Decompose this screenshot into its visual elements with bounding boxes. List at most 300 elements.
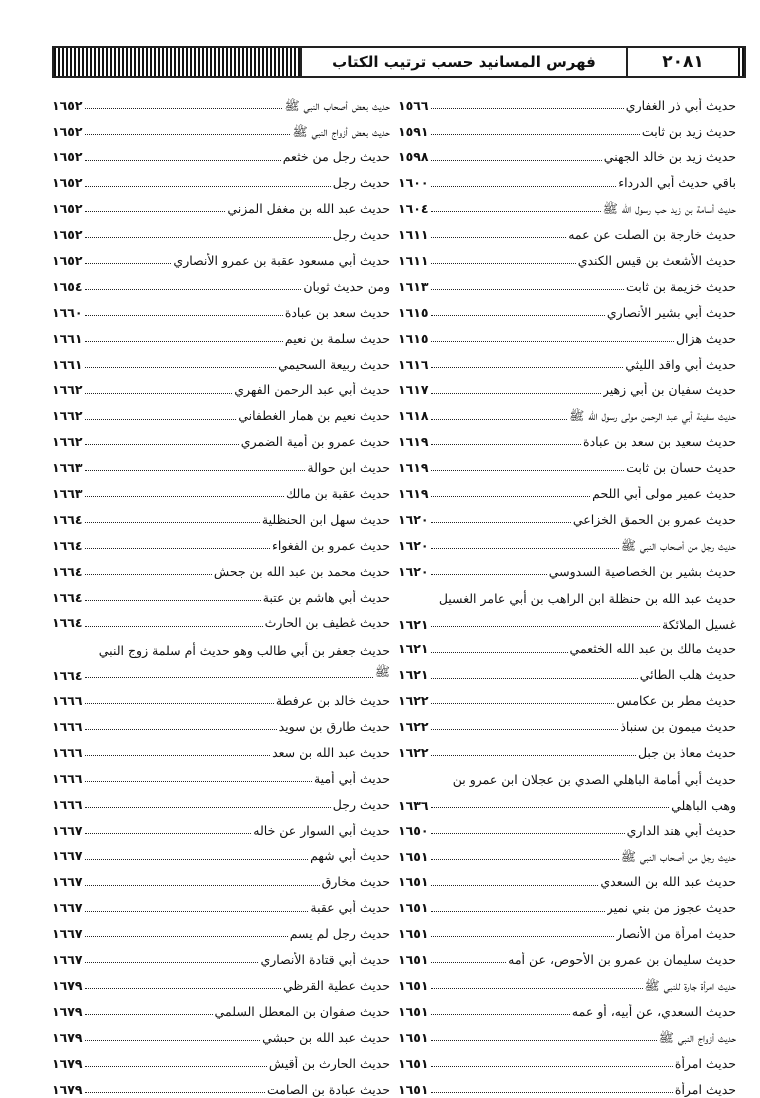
- entry-page-number: ١٦٦٧: [52, 874, 83, 890]
- entry-page-number: ١٦١٩: [398, 434, 429, 450]
- leader-dots: [85, 237, 331, 238]
- entry-page-number: ١٦٦٢: [52, 434, 83, 450]
- entry-title: حديث عمرو بن الحمق الخزاعي: [572, 511, 736, 527]
- entry-page-number: ١٦١٩: [398, 486, 429, 501]
- entry-title: حديث أبي شهم: [310, 848, 390, 864]
- entry-page-number: ١٦٢١: [398, 641, 429, 657]
- index-entry: [52, 88, 390, 114]
- entry-page-number: ١٦٦٧: [52, 822, 83, 838]
- entry-page-number: ١٦٧٩: [52, 1003, 83, 1019]
- leader-dots: [85, 1066, 267, 1067]
- entry-title: حديث امرأة: [674, 1081, 736, 1097]
- index-entry: [398, 269, 736, 295]
- entry-page-number: ١٦٦٤: [52, 589, 83, 605]
- entry-title: حديث أسامة بن زيد حب رسول الله ﷺ: [602, 201, 736, 217]
- index-entry: [398, 632, 736, 658]
- entry-title: حديث أبي مسعود عقبة بن عمرو الأنصاري: [173, 252, 390, 268]
- leader-dots: [85, 341, 283, 342]
- index-entry: [52, 684, 390, 710]
- leader-dots: [431, 522, 571, 523]
- leader-dots: [85, 703, 274, 704]
- leader-dots: [431, 393, 601, 394]
- entry-page-number: ١٦١٥: [398, 330, 429, 346]
- entry-page-number: ١٦٦٢: [52, 408, 83, 424]
- entry-page-number: ١٦٥١: [398, 900, 429, 916]
- index-entry: [52, 399, 390, 425]
- leader-dots: [431, 134, 640, 135]
- entry-title: حديث خالد بن عرفطة: [275, 693, 390, 709]
- leader-dots: [431, 1014, 570, 1015]
- entry-title: حديث عمرو بن أمية الضمري: [240, 434, 390, 450]
- index-entry: [52, 1072, 390, 1098]
- index-entry: [398, 1046, 736, 1072]
- index-entry: [52, 787, 390, 813]
- entry-title: حديث امرأة جارة للنبي ﷺ: [644, 977, 736, 993]
- leader-dots: [85, 833, 252, 834]
- entry-title: حديث رجل: [332, 796, 390, 812]
- entry-page-number: ١٦٦٧: [52, 952, 83, 968]
- index-entry: [398, 968, 736, 994]
- leader-dots: [85, 263, 172, 264]
- leader-dots: [431, 807, 670, 808]
- leader-dots: [85, 444, 239, 445]
- index-entry: [52, 140, 390, 166]
- leader-dots: [431, 988, 643, 989]
- entry-page-number: ١٥٩١: [398, 123, 429, 139]
- leader-dots: [85, 186, 331, 187]
- index-entry: [398, 891, 736, 917]
- leader-dots: [85, 496, 284, 497]
- index-entry: [398, 994, 736, 1020]
- entry-page-number: ١٦٥١: [398, 1003, 429, 1019]
- index-entry: [52, 942, 390, 968]
- entry-page-number: ١٦٠٤: [398, 201, 429, 217]
- entry-title: حديث أبي بشير الأنصاري: [606, 304, 736, 320]
- index-column-right: [398, 88, 736, 1098]
- entry-page-number: ١٦٥٠: [398, 822, 429, 838]
- entry-page-number: ١٦٦٧: [52, 848, 83, 864]
- leader-dots: [85, 1092, 265, 1093]
- entry-title: حديث نعيم بن همار الغطفاني: [238, 408, 390, 424]
- leader-dots: [431, 729, 619, 730]
- leader-dots: [85, 1040, 261, 1041]
- index-entry: [398, 839, 736, 865]
- entry-page-number: ١٦٢١: [398, 616, 429, 632]
- header-ornament-right: [738, 48, 744, 76]
- leader-dots: [85, 470, 306, 471]
- entry-page-number: ١٦٥١: [398, 977, 429, 993]
- entry-page-number: ١٦٦٦: [52, 796, 83, 812]
- index-entry: [398, 295, 736, 321]
- index-entry: [398, 321, 736, 347]
- entry-page-number: ١٦٥١: [398, 926, 429, 942]
- leader-dots: [431, 470, 625, 471]
- index-entry: [398, 399, 736, 425]
- page-header: [52, 46, 746, 78]
- leader-dots: [85, 1014, 213, 1015]
- index-entry: [398, 709, 736, 735]
- index-entry: [398, 735, 736, 761]
- entry-page-number: ١٦٥٢: [52, 97, 83, 113]
- leader-dots: [431, 1040, 657, 1041]
- entry-page-number: ١٦٦٣: [52, 460, 83, 476]
- entry-page-number: ١٦٦٤: [52, 537, 83, 553]
- index-entry: [52, 425, 390, 451]
- entry-title: حديث أبي عبد الرحمن الفهري: [234, 382, 390, 398]
- entry-page-number: ١٦٢٠: [398, 537, 429, 553]
- entry-page-number: ١٦٥١: [398, 848, 429, 864]
- entry-title: حديث أبي السوار عن خاله: [253, 822, 390, 838]
- entry-page-number: ١٦٥٢: [52, 175, 83, 191]
- leader-dots: [85, 160, 281, 161]
- entry-page-number: ١٦٦٦: [52, 719, 83, 735]
- entry-title: حديث رجل من أصحاب النبي ﷺ: [620, 848, 736, 864]
- leader-dots: [85, 108, 283, 109]
- entry-title: حديث طارق بن سويد: [278, 719, 390, 735]
- leader-dots: [85, 677, 373, 678]
- leader-dots: [431, 315, 605, 316]
- index-entry: [52, 528, 390, 554]
- entry-page-number: ١٦٥٢: [52, 252, 83, 268]
- entry-page-number: ١٦١٨: [398, 408, 429, 424]
- leader-dots: [431, 833, 625, 834]
- index-entry: [52, 321, 390, 347]
- index-entry: [398, 580, 736, 632]
- entry-title: حديث بعض أزواج النبي ﷺ: [292, 123, 390, 139]
- leader-dots: [431, 574, 547, 575]
- entry-page-number: ١٦٦٤: [52, 615, 83, 631]
- entry-page-number: ١٦٦٦: [52, 744, 83, 760]
- entry-page-number: ١٦٦٢: [52, 382, 83, 398]
- leader-dots: [431, 1066, 673, 1067]
- leader-dots: [85, 626, 263, 627]
- leader-dots: [85, 962, 259, 963]
- leader-dots: [431, 936, 614, 937]
- entry-title: باقي حديث أبي الدرداء: [618, 175, 736, 191]
- entry-title: حديث ربيعة السحيمي: [278, 356, 390, 372]
- entry-page-number: ١٦٢٢: [398, 693, 429, 709]
- entry-title-continued: ﷺ: [374, 664, 390, 680]
- index-entry: [52, 580, 390, 606]
- entry-title: حديث عمرو بن الفغواء: [271, 537, 390, 553]
- index-entry: [398, 192, 736, 218]
- index-entry: [398, 554, 736, 580]
- leader-dots: [85, 367, 277, 368]
- entry-title: حديث سليمان بن عمرو بن الأحوص، عن أمه: [508, 952, 736, 968]
- entry-title: حديث رجل لم يسم: [289, 926, 390, 942]
- entry-page-number: ١٦٥١: [398, 1055, 429, 1071]
- entry-title: حديث جعفر بن أبي طالب وهو حديث أم سلمة زوج النبي: [98, 642, 390, 658]
- leader-dots: [85, 807, 331, 808]
- entry-page-number: ١٥٩٨: [398, 149, 429, 165]
- index-entry: [52, 1046, 390, 1072]
- leader-dots: [85, 315, 283, 316]
- index-entry: [398, 917, 736, 943]
- entry-title: حديث الحارث بن أقيش: [268, 1055, 390, 1071]
- entry-page-number: ١٦٦٦: [52, 693, 83, 709]
- entry-title: حديث سفينة أبي عبد الرحمن مولى رسول الله ﷺ: [569, 408, 736, 424]
- entry-title: حديث ابن حوالة: [307, 460, 390, 476]
- leader-dots: [431, 678, 638, 679]
- index-entry: [52, 735, 390, 761]
- index-entry: [398, 528, 736, 554]
- leader-dots: [431, 444, 582, 445]
- entry-page-number: ١٦٢١: [398, 667, 429, 683]
- entry-page-number: ١٦٦١: [52, 330, 83, 346]
- index-entry: [398, 1020, 736, 1046]
- leader-dots: [431, 859, 619, 860]
- entry-title: حديث أبي أمية: [313, 770, 390, 786]
- index-entry: [52, 166, 390, 192]
- entry-page-number: ١٦٥٢: [52, 201, 83, 217]
- leader-dots: [431, 419, 568, 420]
- leader-dots: [431, 289, 624, 290]
- entry-title: حديث رجل: [332, 227, 390, 243]
- leader-dots: [431, 263, 576, 264]
- index-entry: [398, 476, 736, 502]
- entry-page-number: ١٦٥٢: [52, 123, 83, 139]
- index-entry: [52, 709, 390, 735]
- leader-dots: [85, 419, 237, 420]
- index-entry: [52, 347, 390, 373]
- entry-page-number: ١٦٢٠: [398, 511, 429, 527]
- entry-title: حديث أبي أمامة الباهلي الصدي بن عجلان ابن عمرو بن: [452, 772, 736, 788]
- entry-title: حديث بشير بن الخصاصية السدوسي: [548, 563, 736, 579]
- index-entry: [52, 450, 390, 476]
- leader-dots: [431, 341, 674, 342]
- entry-page-number: ١٦٧٩: [52, 977, 83, 993]
- entry-title: حديث الأشعث بن قيس الكندي: [577, 252, 736, 268]
- leader-dots: [85, 755, 271, 756]
- entry-title: حديث أزواج النبي ﷺ: [658, 1029, 736, 1045]
- entry-page-number: ١٦١١: [398, 252, 429, 268]
- entry-title: حديث سهل ابن الحنظلية: [261, 511, 390, 527]
- leader-dots: [85, 522, 260, 523]
- leader-dots: [431, 703, 615, 704]
- entry-page-number: ١٦٢٠: [398, 563, 429, 579]
- entry-page-number: ١٦٦٤: [52, 668, 83, 684]
- header-left-ornament: [54, 48, 102, 76]
- entry-page-number: ١٦١٥: [398, 304, 429, 320]
- entry-title: حديث سفيان بن أبي زهير: [602, 382, 736, 398]
- index-entry: [52, 502, 390, 528]
- entry-page-number: ١٦٥٢: [52, 149, 83, 165]
- entry-title: حديث السعدي، عن أبيه، أو عمه: [571, 1003, 736, 1019]
- entry-title: حديث عبد الله بن سعد: [272, 744, 390, 760]
- index-entry: [398, 166, 736, 192]
- entry-title: حديث صفوان بن المعطل السلمي: [214, 1003, 390, 1019]
- index-entry: [52, 1020, 390, 1046]
- leader-dots: [431, 237, 567, 238]
- entry-page-number: ١٦٠٠: [398, 175, 429, 191]
- entry-title: حديث مطر بن عكامس: [616, 693, 736, 709]
- index-entry: [52, 269, 390, 295]
- index-entry: [398, 942, 736, 968]
- index-entry: [398, 140, 736, 166]
- entry-page-number: ١٦٣٦: [398, 797, 429, 813]
- entry-page-number: ١٦١٧: [398, 382, 429, 398]
- index-entry: [398, 450, 736, 476]
- entry-title: حديث سعد بن عبادة: [284, 304, 390, 320]
- entry-title: حديث عجوز من بني نمير: [606, 900, 736, 916]
- entry-title: حديث سلمة بن نعيم: [284, 330, 390, 346]
- entry-title: حديث أبي هند الداري: [626, 822, 736, 838]
- entry-page-number: ١٦٦٠: [52, 304, 83, 320]
- entry-page-number: ١٦٥١: [398, 1081, 429, 1097]
- entry-title: حديث مالك بن عبد الله الخثعمي: [569, 641, 736, 657]
- entry-title: حديث عبد الله بن السعدي: [600, 874, 736, 890]
- entry-title-continued: غسيل الملائكة: [662, 616, 736, 632]
- entry-title: حديث امرأة من الأنصار: [615, 926, 736, 942]
- index-entry: [52, 295, 390, 321]
- entry-title: حديث عقبة بن مالك: [285, 486, 390, 501]
- entry-page-number: ١٦٦٣: [52, 486, 83, 501]
- index-entry: [52, 606, 390, 632]
- index-entry: [52, 813, 390, 839]
- entry-page-number: ١٦٦٧: [52, 900, 83, 916]
- entry-title: حديث زيد بن ثابت: [641, 123, 736, 139]
- leader-dots: [431, 911, 605, 912]
- entry-page-number: ١٦١٣: [398, 278, 429, 294]
- leader-dots: [431, 211, 601, 212]
- index-entry: [52, 243, 390, 269]
- entry-title: حديث غطيف بن الحارث: [264, 615, 390, 631]
- index-entry: [52, 192, 390, 218]
- entry-title: حديث عبد الله بن حبشي: [262, 1029, 390, 1045]
- index-entry: [52, 761, 390, 787]
- leader-dots: [431, 160, 602, 161]
- leader-dots: [431, 367, 624, 368]
- index-entry: [52, 373, 390, 399]
- leader-dots: [85, 289, 302, 290]
- index-entry: [398, 243, 736, 269]
- index-entry: [398, 217, 736, 243]
- entry-title: حديث عمير مولى أبي اللحم: [592, 486, 736, 501]
- entry-page-number: ١٦٥١: [398, 952, 429, 968]
- index-entry: [398, 1072, 736, 1098]
- entry-page-number: ١٦٦٧: [52, 926, 83, 942]
- index-entry: [398, 373, 736, 399]
- index-entry: [398, 684, 736, 710]
- index-entry: [398, 761, 736, 813]
- entry-page-number: ١٦١٩: [398, 460, 429, 476]
- leader-dots: [85, 134, 291, 135]
- index-entry: [52, 994, 390, 1020]
- index-entry: [398, 813, 736, 839]
- index-entry: [52, 217, 390, 243]
- entry-title: حديث خارجة بن الصلت عن عمه: [568, 227, 736, 243]
- leader-dots: [85, 988, 281, 989]
- entry-page-number: ١٦٥٢: [52, 227, 83, 243]
- entry-page-number: ١٦١١: [398, 227, 429, 243]
- entry-title: حديث هزال: [675, 330, 736, 346]
- entry-title: حديث خزيمة بن ثابت: [625, 278, 736, 294]
- entry-title: حديث أبي واقد الليثي: [625, 356, 736, 372]
- leader-dots: [85, 781, 312, 782]
- entry-title: حديث عطية القرظي: [282, 977, 390, 993]
- leader-dots: [431, 496, 591, 497]
- entry-title: حديث عبد الله بن مغفل المزني: [227, 201, 390, 217]
- entry-title: حديث مخارق: [321, 874, 390, 890]
- index-entry: [398, 347, 736, 373]
- entry-page-number: ١٥٦٦: [398, 97, 429, 113]
- entry-title: حديث حسان بن ثابت: [626, 460, 736, 476]
- entry-title: ومن حديث ثوبان: [303, 278, 390, 294]
- page-number: ٢٠٨١: [662, 52, 704, 72]
- entry-title: حديث أبي عقبة: [310, 900, 390, 916]
- entry-page-number: ١٦٥١: [398, 1029, 429, 1045]
- index-entry: [398, 865, 736, 891]
- leader-dots: [431, 885, 599, 886]
- entry-title-continued: وهب الباهلي: [671, 797, 736, 813]
- index-entry: [398, 502, 736, 528]
- leader-dots: [431, 755, 636, 756]
- leader-dots: [85, 936, 288, 937]
- entry-title: حديث رجل من أصحاب النبي ﷺ: [620, 537, 736, 553]
- entry-title: حديث عبادة بن الصامت: [266, 1081, 390, 1097]
- leader-dots: [431, 626, 661, 627]
- entry-page-number: ١٦٢٢: [398, 744, 429, 760]
- leader-dots: [85, 729, 277, 730]
- index-entry: [398, 114, 736, 140]
- entry-page-number: ١٦٦٦: [52, 770, 83, 786]
- leader-dots: [85, 600, 261, 601]
- entry-page-number: ١٦١٦: [398, 356, 429, 372]
- index-entry: [52, 632, 390, 684]
- entry-page-number: ١٦٦٤: [52, 511, 83, 527]
- entry-page-number: ١٦٧٩: [52, 1055, 83, 1071]
- entry-title: حديث بعض أصحاب النبي ﷺ: [284, 97, 390, 113]
- leader-dots: [85, 393, 233, 394]
- entry-page-number: ١٦٦٤: [52, 563, 83, 579]
- entry-title: حديث أبي قتادة الأنصاري: [260, 952, 390, 968]
- entry-title: حديث محمد بن عبد الله بن جحش: [213, 563, 390, 579]
- entry-title: حديث رجل: [332, 175, 390, 191]
- index-entry: [398, 88, 736, 114]
- leader-dots: [431, 652, 568, 653]
- index-entry: [52, 968, 390, 994]
- index-entry: [52, 891, 390, 917]
- index-column-left: [52, 88, 390, 1098]
- entry-title: حديث ميمون بن سنباذ: [620, 719, 736, 735]
- leader-dots: [85, 911, 309, 912]
- entry-page-number: ١٦٥١: [398, 874, 429, 890]
- entry-page-number: ١٦٢٢: [398, 719, 429, 735]
- header-ornament-left: [102, 48, 300, 76]
- index-entry: [52, 839, 390, 865]
- index-entry: [398, 425, 736, 451]
- entry-title: حديث عبد الله بن حنظلة ابن الراهب بن أبي عامر الغسيل: [438, 590, 736, 606]
- index-entry: [52, 865, 390, 891]
- entry-page-number: ١٦٧٩: [52, 1029, 83, 1045]
- page-title: فهرس المسانيد حسب ترتيب الكتاب: [300, 48, 628, 76]
- leader-dots: [85, 859, 309, 860]
- index-entry: [52, 917, 390, 943]
- leader-dots: [431, 1092, 673, 1093]
- index-entry: [398, 658, 736, 684]
- index-entry: [52, 554, 390, 580]
- entry-title: حديث سعيد بن سعد بن عبادة: [583, 434, 736, 450]
- entry-title: حديث أبي هاشم بن عتبة: [262, 589, 390, 605]
- entry-title: حديث رجل من خثعم: [282, 149, 390, 165]
- leader-dots: [85, 211, 226, 212]
- index-entry: [52, 476, 390, 502]
- entry-page-number: ١٦٦١: [52, 356, 83, 372]
- leader-dots: [85, 885, 320, 886]
- entry-title: حديث معاذ بن جبل: [637, 744, 736, 760]
- entry-page-number: ١٦٥٤: [52, 278, 83, 294]
- leader-dots: [431, 108, 624, 109]
